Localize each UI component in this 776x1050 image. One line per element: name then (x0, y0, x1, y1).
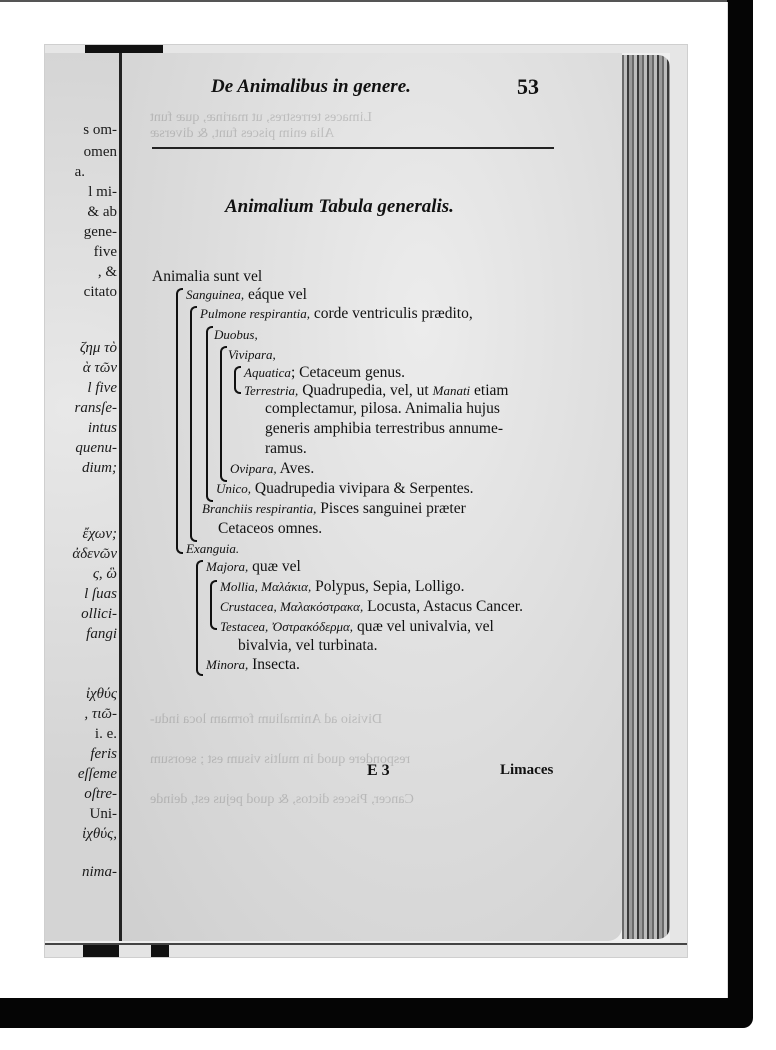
table-line: Pulmone respirantia, corde ventriculis prædito, (200, 305, 473, 322)
left-page (45, 53, 119, 941)
left-fragment: , & (97, 264, 117, 280)
bleed-through-text: respondere quod in multis visum est ; seorsum (150, 752, 411, 767)
table-line: complectamur, pilosa. Animalia hujus (265, 400, 500, 417)
left-fragment: ζημ τὸ (79, 340, 117, 356)
left-fragment: omen (83, 144, 117, 160)
table-line: Crustacea, Μαλακόστρακα, Locusta, Astacus Cancer. (220, 598, 523, 615)
left-page-text (45, 53, 119, 941)
brace-pulmone (206, 326, 213, 502)
left-fragment: ransſe- (74, 400, 117, 416)
table-line: Duobus, (214, 327, 258, 342)
table-line: generis amphibia terrestribus annume- (265, 420, 504, 437)
table-line: Aquatica; Cetaceum genus. (244, 364, 406, 381)
left-fragment: ἀδενῶν (72, 546, 117, 562)
signature-mark: E 3 (367, 762, 390, 779)
left-fragment: ὰ τῶν (82, 360, 117, 376)
page-edges (622, 55, 670, 939)
left-fragment: a. (74, 164, 85, 180)
left-fragment: fangi (86, 626, 117, 642)
frame-shadow-bottom (0, 998, 753, 1028)
bleed-through-text: Divisio ad Animalium formam loca indu- (150, 712, 383, 727)
left-fragment: ollici- (81, 606, 117, 622)
brace-sanguinea (190, 306, 197, 542)
left-fragment: ἰχθύς, (82, 826, 117, 842)
frame-shadow-right (727, 0, 753, 1020)
head-rule (152, 147, 554, 149)
table-line: Branchiis respirantia, Pisces sanguinei præter (202, 500, 466, 517)
left-fragment: dium; (82, 460, 117, 476)
left-fragment: ἰχθύς (85, 686, 117, 702)
table-line: Majora, quæ vel (206, 558, 301, 575)
left-fragment: eſſeme (77, 766, 117, 782)
photo-edge (670, 53, 687, 943)
table-line: Exanguia. (186, 541, 240, 556)
left-fragment: i. e. (94, 726, 117, 742)
left-fragment: & ab (87, 204, 117, 220)
table-line: Unico, Quadrupedia vivipara & Serpentes. (216, 480, 474, 497)
left-fragment: Uni- (89, 806, 117, 822)
top-strip (45, 45, 687, 53)
bleed-through-text: Limaces terrestres, ut marinæ, quæ funt (150, 110, 372, 125)
brace-majora (210, 580, 217, 630)
brace-vivipara (234, 366, 241, 394)
left-fragment: feris (90, 746, 117, 762)
left-fragment: gene- (83, 224, 117, 240)
left-fragment: , τιῶ- (84, 706, 117, 722)
table-line: Vivipara, (228, 347, 276, 362)
running-head: De Animalibus in genere. (211, 76, 411, 97)
left-fragment: five (93, 244, 117, 260)
table-line: Mollia, Μαλάκια, Polypus, Sepia, Lolligo. (220, 578, 465, 595)
table-line: Testacea, Ὀστρακόδερμα, quæ vel univalvia, vel (220, 618, 494, 635)
left-fragment: citato (83, 284, 117, 300)
page-number: 53 (517, 74, 539, 99)
left-fragment: l mi- (88, 184, 117, 200)
table-line: Minora, Insecta. (206, 656, 300, 673)
left-fragment: quenu- (75, 440, 117, 456)
left-fragment: l five (87, 380, 117, 396)
table-line: Ovipara, Aves. (230, 460, 315, 477)
left-fragment: ς, ὣ (92, 566, 117, 582)
table-line: Terrestria, Quadrupedia, vel, ut Manati etiam (244, 382, 509, 399)
table-title: Animalium Tabula generalis. (225, 196, 454, 217)
left-fragment: ἔχων; (82, 526, 117, 542)
bleed-through-text: Cancer, Pisces dictos, & quod pejus est, deinde (150, 792, 414, 807)
left-fragment: s om- (83, 122, 117, 138)
left-fragment: intus (87, 420, 117, 436)
brace-exanguia (196, 560, 203, 676)
table-line: bivalvia, vel turbinata. (238, 637, 378, 654)
table-line: ramus. (265, 440, 307, 457)
catchword: Limaces (500, 762, 554, 778)
table-line: Sanguinea, eáque vel (186, 286, 307, 303)
left-fragment: l ſuas (84, 586, 117, 602)
table-line: Cetaceos omnes. (218, 520, 323, 537)
bottom-strip (45, 943, 687, 957)
bleed-through-text: Alia enim pisces funt, & diversæ (150, 126, 335, 141)
brace-animalia (176, 288, 183, 554)
left-fragment: nima- (82, 864, 117, 880)
left-fragment: oſtre- (84, 786, 117, 802)
brace-duobus (220, 346, 227, 482)
table-intro: Animalia sunt vel (152, 268, 263, 285)
